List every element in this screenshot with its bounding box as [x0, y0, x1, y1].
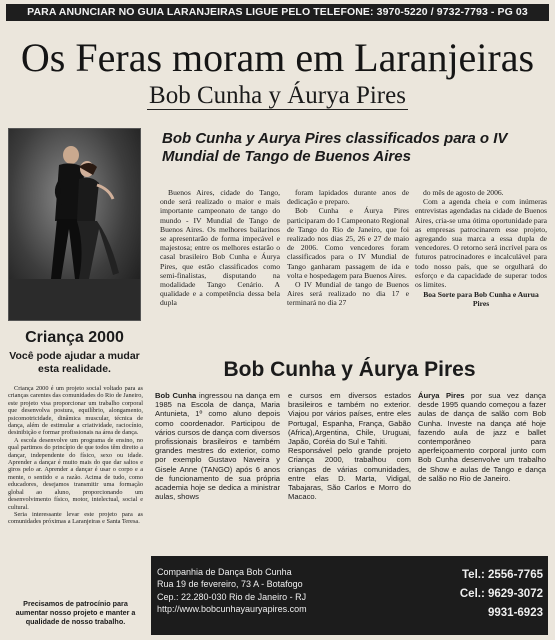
bio-text: Responsável pelo grande projeto Criança 2000, trabalhou com crianças de várias comunidades, entre elas D. Marta, Vidigal, Tabajaras, São Carlos e Morro do Macaco.: [288, 446, 411, 502]
article-paragraph: Buenos Aires, cidade do Tango, onde será realizado o maior e mais importante campeonato de tango do mundo - IV Mundial de Tango de Buenos Aires. Os melhores bailarinos se apresentarão de forma impecável e majestosa; entre os melhores estarão o casal brasileiro Bob Cunha e Áurya Pires, que estão classificados como semi-finalistas, disputando na modalidade Tango Cenário. A qualidade e a competência dessa bela dupla: [160, 188, 280, 308]
page-headline: Os Feras moram em Laranjeiras: [20, 35, 535, 80]
ad-cel-number-2: 9931-6923: [488, 607, 543, 619]
bio-text: ingressou na dança em 1985 na Escola de dança, Maria Antunieta, 1º como aluno depois como coordenador. Participou de vários cursos de dança com diversos profissionais brasileiros e também grandes mestres do exterior, como por exemplo Gustavo Naveira y Gisele Anne (TANGO) após 6 anos de funcionamento de sua própria academia hoje se dedica a ministrar aulas, shows: [155, 391, 280, 502]
bio-heading: Bob Cunha y Áurya Pires: [223, 358, 476, 381]
bio-column-1: [155, 391, 280, 549]
contact-advertisement: [151, 556, 548, 635]
crianca-paragraph: Criança 2000 é um projeto social voltado para as crianças carentes das comunidades do Rio de Janeiro, este projeto visa proporcionar um trabalho corporal que desenvolva postura, equilíbrio, alongamento, psicomotricidade, dinâmica muscular, técnica de dança, além de estimular a criatividade, raciocínio, desinibição e formar profissionais na área de dança.: [8, 385, 143, 437]
ad-website-link[interactable]: http://www.bobcunhayauryapires.com: [157, 604, 307, 615]
article-title: Bob Cunha y Aurya Pires classificados para o IV Mundial de Tango de Buenos Aires: [162, 130, 508, 165]
bio-name-aurya: Áurya Pires: [418, 391, 465, 400]
article-signoff: Boa Sorte para Bob Cunha e Aurua Pires: [423, 290, 539, 309]
crianca-paragraph: Seria interessante levar este projeto para as comunidades próximas a Laranjeiras e Santa Teresa.: [8, 510, 143, 526]
ad-street: Rua 19 de fevereiro, 73 A - Botafogo: [157, 579, 303, 590]
article-paragraph: Com a agenda cheia e com inúmeras entrevistas agendadas na cidade de Buenos Aires, cria-se uma ótima oportunidade para as empresas patrocinarem esse projeto, agregando sua marca a essa dupla de vencedores. O retorno será incrível para os futuros patrocinadores e incalculável para todo nosso país, que se orgulhará do esforço e da capacidade de superar todos os limites.: [415, 197, 547, 290]
bio-column-2: [288, 391, 411, 549]
article-column-1: [160, 188, 280, 348]
ad-postal-code: Cep.: 22.280-030 Rio de Janeiro - RJ: [157, 591, 307, 602]
ad-tel-line: [433, 566, 543, 585]
article-paragraph: do mês de agosto de 2006.: [423, 188, 504, 197]
top-banner: PARA ANUNCIAR NO GUIA LARANJEIRAS LIGUE PELO TELEFONE: 3970-5220 / 9732-7793 - PG 03: [6, 4, 549, 21]
ad-cel-line-2: [433, 604, 543, 623]
article-paragraph: O IV Mundial de tango de Buenos Aires será realizado no dia 17 e terminará no dia 27: [287, 280, 409, 308]
ad-company-name: Companhia de Dança Bob Cunha: [157, 567, 292, 577]
ad-cel-number: 9629-3072: [488, 588, 543, 600]
bio-column-3: [418, 391, 546, 549]
bio-name-bob: Bob Cunha: [155, 391, 197, 400]
article-column-3: [415, 188, 547, 348]
page-subheadline: [0, 82, 555, 110]
subheadline-text: Bob Cunha y Áurya Pires: [149, 82, 406, 109]
bio-text: por sua vez dança desde 1995 quando começou a fazer aulas de dança de salão com Bob Cunha. Investe na dança até hoje fazendo aula de jazz e ballet contemporâneo para aperfeiçoamento corporal junto com Bob Cunha desenvolve um trabalho de Show e aulas de Tango e dança de salão no Rio de Janeiro.: [418, 391, 546, 483]
tango-couple-illustration: [9, 129, 141, 321]
crianca-sponsor-appeal: Precisamos de patrocínio para aumentar nosso projeto e manter a qualidade de nosso trabalho.: [15, 599, 136, 626]
article-paragraph: foram lapidados durante anos de dedicação e preparo.: [287, 188, 409, 207]
ad-phone-block: [433, 566, 543, 623]
ad-tel-number: 2556-7765: [488, 569, 543, 581]
crianca-paragraph: A escola desenvolve um programa de ensino, no qual partimos do princípio de que todos têm direito a dançar, independente do físico, sexo ou idade. Aprender a dançar é muito mais do que dar saltos e giros pelo ar. Aprender a dançar é usar o corpo e a mente, o sentido e a razão. Acima de tudo, como educadores, desejamos transmitir uma formação global ao aluno, proporcionando um desenvolvimento físico, motor, intelectual, social e cultural.: [8, 436, 143, 511]
bio-text: e cursos em diversos estados brasileiros e também no exterior. Viajou por vários países, entre eles Portugal, Espanha, França, Gabão (Africa),Argentina, Chile, Uruguai, Japão, Coréia do Sul e Tahiti.: [288, 391, 411, 447]
ad-address-block: [157, 566, 407, 616]
crianca-subtitle: Você pode ajudar a mudar esta realidade.: [9, 350, 140, 375]
article-paragraph: Bob Cunha e Áurya Pires participaram do I Campeonato Regional de Tango do Rio de Janeiro, que foi realizado nos dias 25, 26 e 27 de maio de 2006. Como vencedores foram classificados para o IV Mundial de Tango ganharam passagem de ida e volta e hospedagem para Buenos Aires.: [287, 206, 409, 280]
ad-cel-line: [433, 585, 543, 604]
tango-couple-photo: [8, 128, 141, 321]
article-column-2: [287, 188, 409, 348]
crianca-title: Criança 2000: [25, 329, 124, 346]
ad-tel-label: Tel.:: [462, 569, 485, 581]
ad-cel-label: Cel.:: [459, 588, 485, 600]
crianca-body: [8, 385, 143, 595]
